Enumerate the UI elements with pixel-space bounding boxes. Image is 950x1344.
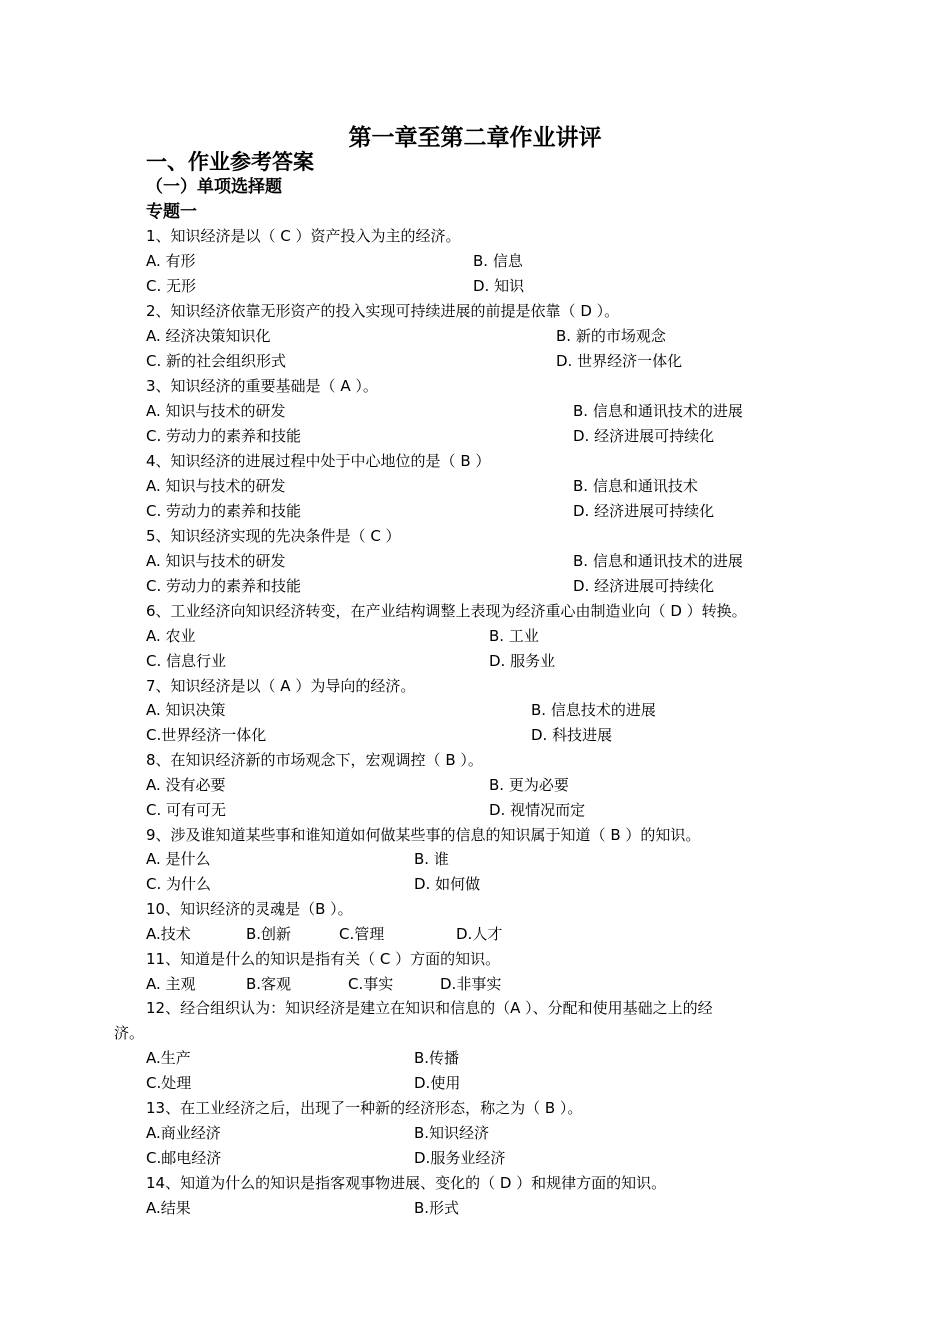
q6-option-b: B. 工业: [489, 627, 539, 645]
q10-option-a: A.技术: [146, 925, 191, 943]
q1-option-c: C. 无形: [146, 277, 197, 295]
q9-option-c: C. 为什么: [146, 875, 212, 893]
question-9: 9、涉及谁知道某些事和谁知道如何做某些事的信息的知识属于知道（ B ）的知识。: [146, 826, 701, 844]
topic-heading: 专题一: [146, 202, 197, 222]
question-11: 11、知道是什么的知识是指有关（ C ）方面的知识。: [146, 950, 501, 968]
q4-option-a: A. 知识与技术的研发: [146, 477, 286, 495]
q2-option-a: A. 经济决策知识化: [146, 327, 271, 345]
q11-option-c: C.事实: [348, 975, 394, 993]
q12-option-c: C.处理: [146, 1074, 192, 1092]
q7-option-c: C.世界经济一体化: [146, 726, 267, 744]
q3-option-d: D. 经济进展可持续化: [573, 427, 715, 445]
q3-option-c: C. 劳动力的素养和技能: [146, 427, 302, 445]
q13-option-c: C.邮电经济: [146, 1149, 222, 1167]
q1-option-d: D. 知识: [473, 277, 525, 295]
q11-option-a: A. 主观: [146, 975, 196, 993]
q3-option-a: A. 知识与技术的研发: [146, 402, 286, 420]
q4-option-d: D. 经济进展可持续化: [573, 502, 715, 520]
q7-option-a: A. 知识决策: [146, 701, 226, 719]
question-10: 10、知识经济的灵魂是（B ）。: [146, 900, 353, 918]
question-2: 2、知识经济依靠无形资产的投入实现可持续进展的前提是依靠（ D ）。: [146, 302, 620, 320]
q8-option-a: A. 没有必要: [146, 776, 226, 794]
question-14: 14、知道为什么的知识是指客观事物进展、变化的（ D ）和规律方面的知识。: [146, 1174, 667, 1192]
question-5: 5、知识经济实现的先决条件是（ C ）: [146, 527, 401, 545]
question-12: 12、经合组织认为：知识经济是建立在知识和信息的（A ）、分配和使用基础之上的经: [146, 999, 713, 1017]
q2-option-d: D. 世界经济一体化: [556, 352, 683, 370]
q10-option-b: B.创新: [246, 925, 292, 943]
q11-option-d: D.非事实: [440, 975, 502, 993]
q8-option-b: B. 更为必要: [489, 776, 569, 794]
subsection-heading: （一）单项选择题: [146, 177, 282, 197]
q14-option-b: B.形式: [414, 1199, 460, 1217]
q6-option-a: A. 农业: [146, 627, 196, 645]
q13-option-a: A.商业经济: [146, 1124, 221, 1142]
q5-option-d: D. 经济进展可持续化: [573, 577, 715, 595]
q10-option-d: D.人才: [456, 925, 503, 943]
q10-option-c: C.管理: [339, 925, 385, 943]
q9-option-d: D. 如何做: [414, 875, 481, 893]
q14-option-a: A.结果: [146, 1199, 191, 1217]
q2-option-c: C. 新的社会组织形式: [146, 352, 287, 370]
question-4: 4、知识经济的进展过程中处于中心地位的是（ B ）: [146, 452, 491, 470]
q1-option-b: B. 信息: [473, 252, 523, 270]
q7-option-d: D. 科技进展: [531, 726, 613, 744]
question-3: 3、知识经济的重要基础是（ A ）。: [146, 377, 378, 395]
q9-option-a: A. 是什么: [146, 850, 211, 868]
q12-option-b: B.传播: [414, 1049, 460, 1067]
question-7: 7、知识经济是以（ A ）为导向的经济。: [146, 677, 416, 695]
q5-option-b: B. 信息和通讯技术的进展: [573, 552, 743, 570]
q9-option-b: B. 谁: [414, 850, 449, 868]
q2-option-b: B. 新的市场观念: [556, 327, 666, 345]
question-8: 8、在知识经济新的市场观念下，宏观调控（ B ）。: [146, 751, 483, 769]
question-6: 6、工业经济向知识经济转变，在产业结构调整上表现为经济重心由制造业向（ D ）转换。: [146, 602, 747, 620]
q3-option-b: B. 信息和通讯技术的进展: [573, 402, 743, 420]
q1-option-a: A. 有形: [146, 252, 196, 270]
q8-option-c: C. 可有可无: [146, 801, 227, 819]
q12-option-a: A.生产: [146, 1049, 191, 1067]
q11-option-b: B.客观: [246, 975, 292, 993]
section-heading: 一、作业参考答案: [146, 150, 314, 174]
q4-option-b: B. 信息和通讯技术: [573, 477, 698, 495]
q7-option-b: B. 信息技术的进展: [531, 701, 656, 719]
q4-option-c: C. 劳动力的素养和技能: [146, 502, 302, 520]
q5-option-c: C. 劳动力的素养和技能: [146, 577, 302, 595]
q5-option-a: A. 知识与技术的研发: [146, 552, 286, 570]
question-12-continued: 济。: [114, 1024, 145, 1042]
q12-option-d: D.使用: [414, 1074, 461, 1092]
q13-option-b: B.知识经济: [414, 1124, 490, 1142]
q13-option-d: D.服务业经济: [414, 1149, 506, 1167]
question-1: 1、知识经济是以（ C ）资产投入为主的经济。: [146, 227, 461, 245]
q6-option-c: C. 信息行业: [146, 652, 227, 670]
q6-option-d: D. 服务业: [489, 652, 556, 670]
page-title: 第一章至第二章作业讲评: [348, 125, 602, 151]
q8-option-d: D. 视情况而定: [489, 801, 586, 819]
question-13: 13、在工业经济之后，出现了一种新的经济形态，称之为（ B ）。: [146, 1099, 583, 1117]
